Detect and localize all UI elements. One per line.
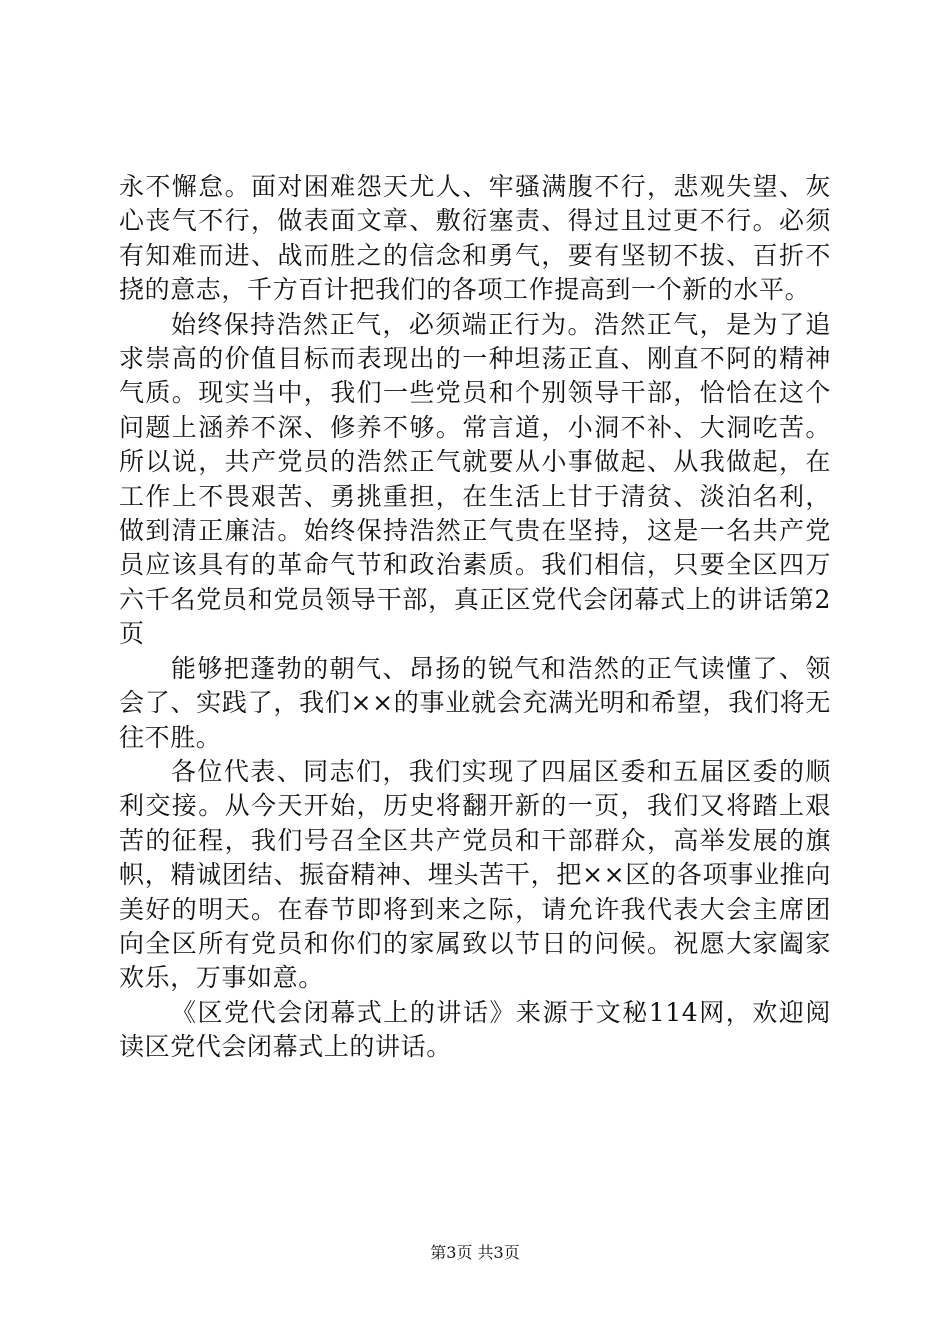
paragraph-4: 各位代表、同志们，我们实现了四届区委和五届区委的顺利交接。从今天开始，历史将翻开新的一页，我们又将踏上艰苦的征程，我们号召全区共产党员和干部群众，高举发展的旗帜，精诚团结、振奋精神、埋头苦干，把××区的各项事业推向美好的明天。在春节即将到来之际，请允许我代表大会主席团向全区所有党员和你们的家属致以节日的问候。祝愿大家阖家欢乐，万事如意。	[119, 756, 831, 993]
paragraph-1: 永不懈怠。面对困难怨天尤人、牢骚满腹不行，悲观失望、灰心丧气不行，做表面文章、敷衍塞责、得过且过更不行。必须有知难而进、战而胜之的信念和勇气，要有坚韧不拔、百折不挠的意志，千方百计把我们的各项工作提高到一个新的水平。	[119, 172, 831, 305]
document-body	[119, 170, 831, 1065]
page-footer	[0, 1243, 950, 1263]
paragraph-5: 《区党代会闭幕式上的讲话》来源于文秘114网，欢迎阅读区党代会闭幕式上的讲话。	[119, 997, 831, 1062]
paragraph-3: 能够把蓬勃的朝气、昂扬的锐气和浩然的正气读懂了、领会了、实践了，我们××的事业就会充满光明和希望，我们将无往不胜。	[119, 653, 831, 752]
page-number-label: 第3页 共3页	[430, 1243, 520, 1262]
paragraph-2: 始终保持浩然正气，必须端正行为。浩然正气，是为了追求崇高的价值目标而表现出的一种坦荡正直、刚直不阿的精神气质。现实当中，我们一些党员和个别领导干部，恰恰在这个问题上涵养不深、修养不够。常言道，小洞不补、大洞吃苦。所以说，共产党员的浩然正气就要从小事做起、从我做起，在工作上不畏艰苦、勇挑重担，在生活上甘于清贫、淡泊名利，做到清正廉洁。始终保持浩然正气贵在坚持，这是一名共产党员应该具有的革命气节和政治素质。我们相信，只要全区四万六千名党员和党员领导干部，真正区党代会闭幕式上的讲话第2页	[119, 309, 831, 649]
